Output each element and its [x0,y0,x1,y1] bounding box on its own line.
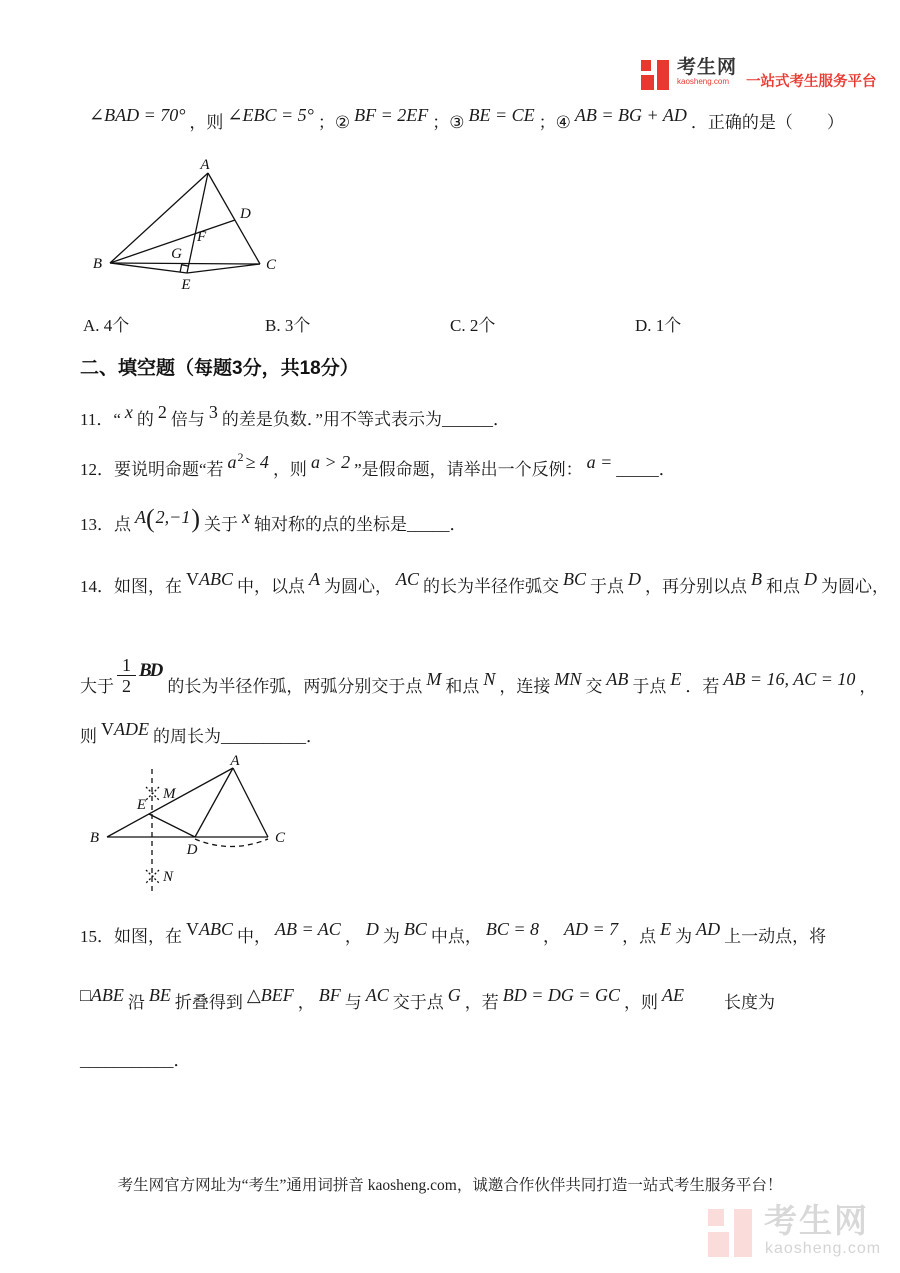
math-a: a [227,452,237,472]
text: ．正确的是（ ） [690,113,844,132]
option-c: C. 2个 [450,316,496,335]
segment-BE [110,263,187,273]
text: 于点 [590,577,625,596]
paren-open: ( [146,504,155,533]
text: 则 [80,727,97,746]
math-ac: AC [365,985,389,1005]
text: ， [344,927,362,946]
triangle-v-glyph: V [101,719,114,739]
figure-triangle-abcdefg [85,158,285,308]
brand-text [677,58,737,87]
text: ，连接 [499,676,551,696]
text: ． [492,410,510,429]
kaosheng-logo-icon [641,60,671,90]
math-angle-bad: ∠BAD = 70° [89,105,186,125]
fig2-label-D: D [186,842,198,858]
question-14-line-2 [80,655,877,708]
math-ab16-ac10: AB = 16, AC = 10 [723,668,856,689]
answer-blank: ___________ [80,1051,174,1070]
segment-BC [110,263,260,264]
math-abe: ABE [90,985,124,1005]
segment-AE [187,173,208,273]
text: 与 [344,993,362,1012]
math-coords: 2,−1 [155,507,191,527]
math-ge-4: ≥ 4 [245,452,269,472]
text: 的周长为 [153,727,221,746]
option-b: B. 3个 [265,316,311,335]
fig1-label-F: F [197,229,207,245]
fig2-label-A: A [230,755,240,769]
math-angle-ebc: ∠EBC = 5° [227,105,314,125]
math-mn: MN [554,668,582,689]
text: 12．要说明命题“若 [80,460,224,479]
math-point-a: A [135,507,146,527]
text: 的长为半径作弧交 [423,577,560,596]
text: ，则 [272,460,307,479]
text: 关于 [204,515,238,534]
segment-AB [110,173,208,263]
logo-block [734,1209,752,1257]
missing-glyph-box: □ [80,985,91,1005]
math-bc-8: BC = 8 [485,919,539,939]
math-ab-bg-ad: AB = BG + AD [574,105,687,125]
text: 为圆心， [324,577,392,596]
text: 交 [585,676,603,696]
text: 中， [237,927,271,946]
answer-blank: __________ [221,727,306,746]
answer-blank: _____ [616,460,659,479]
text: ；④ [538,113,571,132]
triangle-v-glyph: V [186,569,199,589]
text: ，若 [464,993,499,1012]
question-15-line-3 [80,1046,191,1071]
text: ，点 [622,927,657,946]
watermark [708,1203,888,1265]
text: 为圆心， [821,577,890,596]
text: 的差是负数．”用不等式表示为 [221,410,442,429]
text: 于点 [632,676,667,696]
question-14-line-1 [80,569,890,597]
text: 轴对称的点的坐标是 [254,515,407,534]
arc-D-to-C-dashed [195,839,268,847]
math-a-eq: a = [586,452,613,472]
logo-block [641,75,654,90]
num-2: 2 [157,402,167,422]
kaosheng-logo-watermark-icon [708,1209,756,1259]
watermark-brand-name: 考生网 [764,1202,869,1239]
question-10-statement [85,105,844,133]
section-2-header: 二、填空题（每题3分，共18分） [80,358,359,379]
math-be-ce: BE = CE [468,105,535,125]
triangle-icon: △ [246,985,261,1005]
header-brand [641,57,877,96]
fig1-label-D: D [240,206,251,222]
fraction-one-half [117,656,136,696]
text: 和点 [445,676,480,696]
logo-block [657,60,669,90]
math-exponent: 2 [237,450,244,464]
math-a: A [309,569,320,589]
text: 13．点 [80,515,131,534]
fig1-label-C: C [266,257,277,273]
question-13 [80,504,467,537]
math-ad-7: AD = 7 [563,919,619,939]
math-x: x [124,402,133,422]
fig2-label-M: M [163,786,176,802]
num-3: 3 [208,402,218,422]
text: ，再分别以点 [645,577,748,596]
segment-AC [208,173,260,264]
segment-CE [187,264,260,273]
math-d: D [365,919,379,939]
text: 大于 [80,676,114,696]
text: ， [859,676,877,696]
math-d2: D [804,569,818,589]
text: ，则 [189,113,224,132]
text: 长度为 [724,993,776,1012]
math-bf-2ef: BF = 2EF [354,105,429,125]
text: ，则 [624,993,659,1012]
footer-note: 考生网官方网址为“考生”通用词拼音 kaosheng.com，诚邀合作伙伴共同打造一站式考生服务平台！ [117,1177,783,1194]
option-d: D. 1个 [635,316,682,335]
logo-block [708,1209,724,1226]
text: 的长为半径作弧，两弧分别交于点 [167,676,423,696]
text: ． [658,460,676,479]
segment-ED [149,814,195,837]
answer-blank: _____ [407,515,450,534]
math-d: D [628,569,642,589]
option-a: A. 4个 [83,316,130,335]
text: ；③ [432,113,465,132]
fraction-denominator: 2 [122,676,131,697]
math-bc: BC [403,919,427,939]
text: 中，以点 [237,577,305,596]
fraction-numerator: 1 [117,656,136,676]
text: ． [449,515,467,534]
question-11 [80,402,510,430]
math-ade: ADE [114,719,149,739]
text: 15．如图，在 [80,927,182,946]
math-x-axis: x [242,507,250,527]
math-bef: BEF [260,985,294,1005]
logo-block [641,60,651,71]
math-ac: AC [396,569,420,589]
fig2-label-E: E [136,797,146,813]
fig2-label-C: C [275,830,286,846]
math-m: M [426,668,442,689]
math-bd-bold: BD [139,659,162,681]
fig1-label-E: E [181,277,191,293]
brand-name: 考生网 [677,57,738,78]
fig2-label-B: B [89,830,99,846]
text: 11．“ [80,410,121,429]
math-be: BE [148,985,171,1005]
fig1-label-A: A [200,158,210,173]
math-n: N [483,668,496,689]
question-12 [80,450,676,480]
math-ab: AB [606,668,629,689]
question-15-line-1 [80,919,827,947]
math-bc: BC [563,569,587,589]
text: 沿 [127,993,145,1012]
text: ， [542,927,560,946]
math-b: B [751,569,763,589]
question-14-line-3 [80,719,323,747]
watermark-brand-domain: kaosheng.com [765,1240,882,1257]
text: 交于点 [392,993,444,1012]
brand-domain: kaosheng.com [677,77,730,86]
brand-slogan: 一站式考生服务平台 [746,74,877,90]
text: 为 [382,927,400,946]
text: 折叠得到 [174,993,243,1012]
math-ab-ac: AB = AC [275,919,341,939]
text: 倍与 [170,410,205,429]
math-a-gt-2: a > 2 [310,452,351,472]
text: 上一动点，将 [724,927,827,946]
logo-block [708,1232,729,1257]
text: ；② [317,113,351,132]
fig1-label-G: G [171,246,182,262]
text: 为 [675,927,693,946]
math-bd-dg-gc: BD = DG = GC [502,985,621,1005]
math-ae: AE [662,985,685,1005]
text: 中点， [430,927,482,946]
text: ”是假命题，请举出一个反例： [354,460,583,479]
math-ad: AD [696,919,721,939]
answer-blank: ______ [441,410,493,429]
text: ．若 [685,676,720,696]
text: ． [173,1051,191,1070]
fig2-label-N: N [163,869,174,885]
figure-triangle-construction [85,755,305,900]
paren-close: ) [191,504,200,533]
question-15-line-2 [80,985,776,1013]
math-e: E [670,668,682,689]
math-e: E [660,919,672,939]
text: 和点 [766,577,801,596]
fig1-label-B: B [92,256,102,272]
math-bf: BF [318,985,341,1005]
math-g: G [447,985,461,1005]
math-abc: ABC [199,569,233,589]
text: 的 [136,410,154,429]
text: 14．如图，在 [80,577,182,596]
text: ， [297,993,315,1012]
segment-AC [233,768,268,837]
text: ． [306,727,323,746]
math-abc: ABC [199,919,233,939]
triangle-v-glyph: V [186,919,199,939]
